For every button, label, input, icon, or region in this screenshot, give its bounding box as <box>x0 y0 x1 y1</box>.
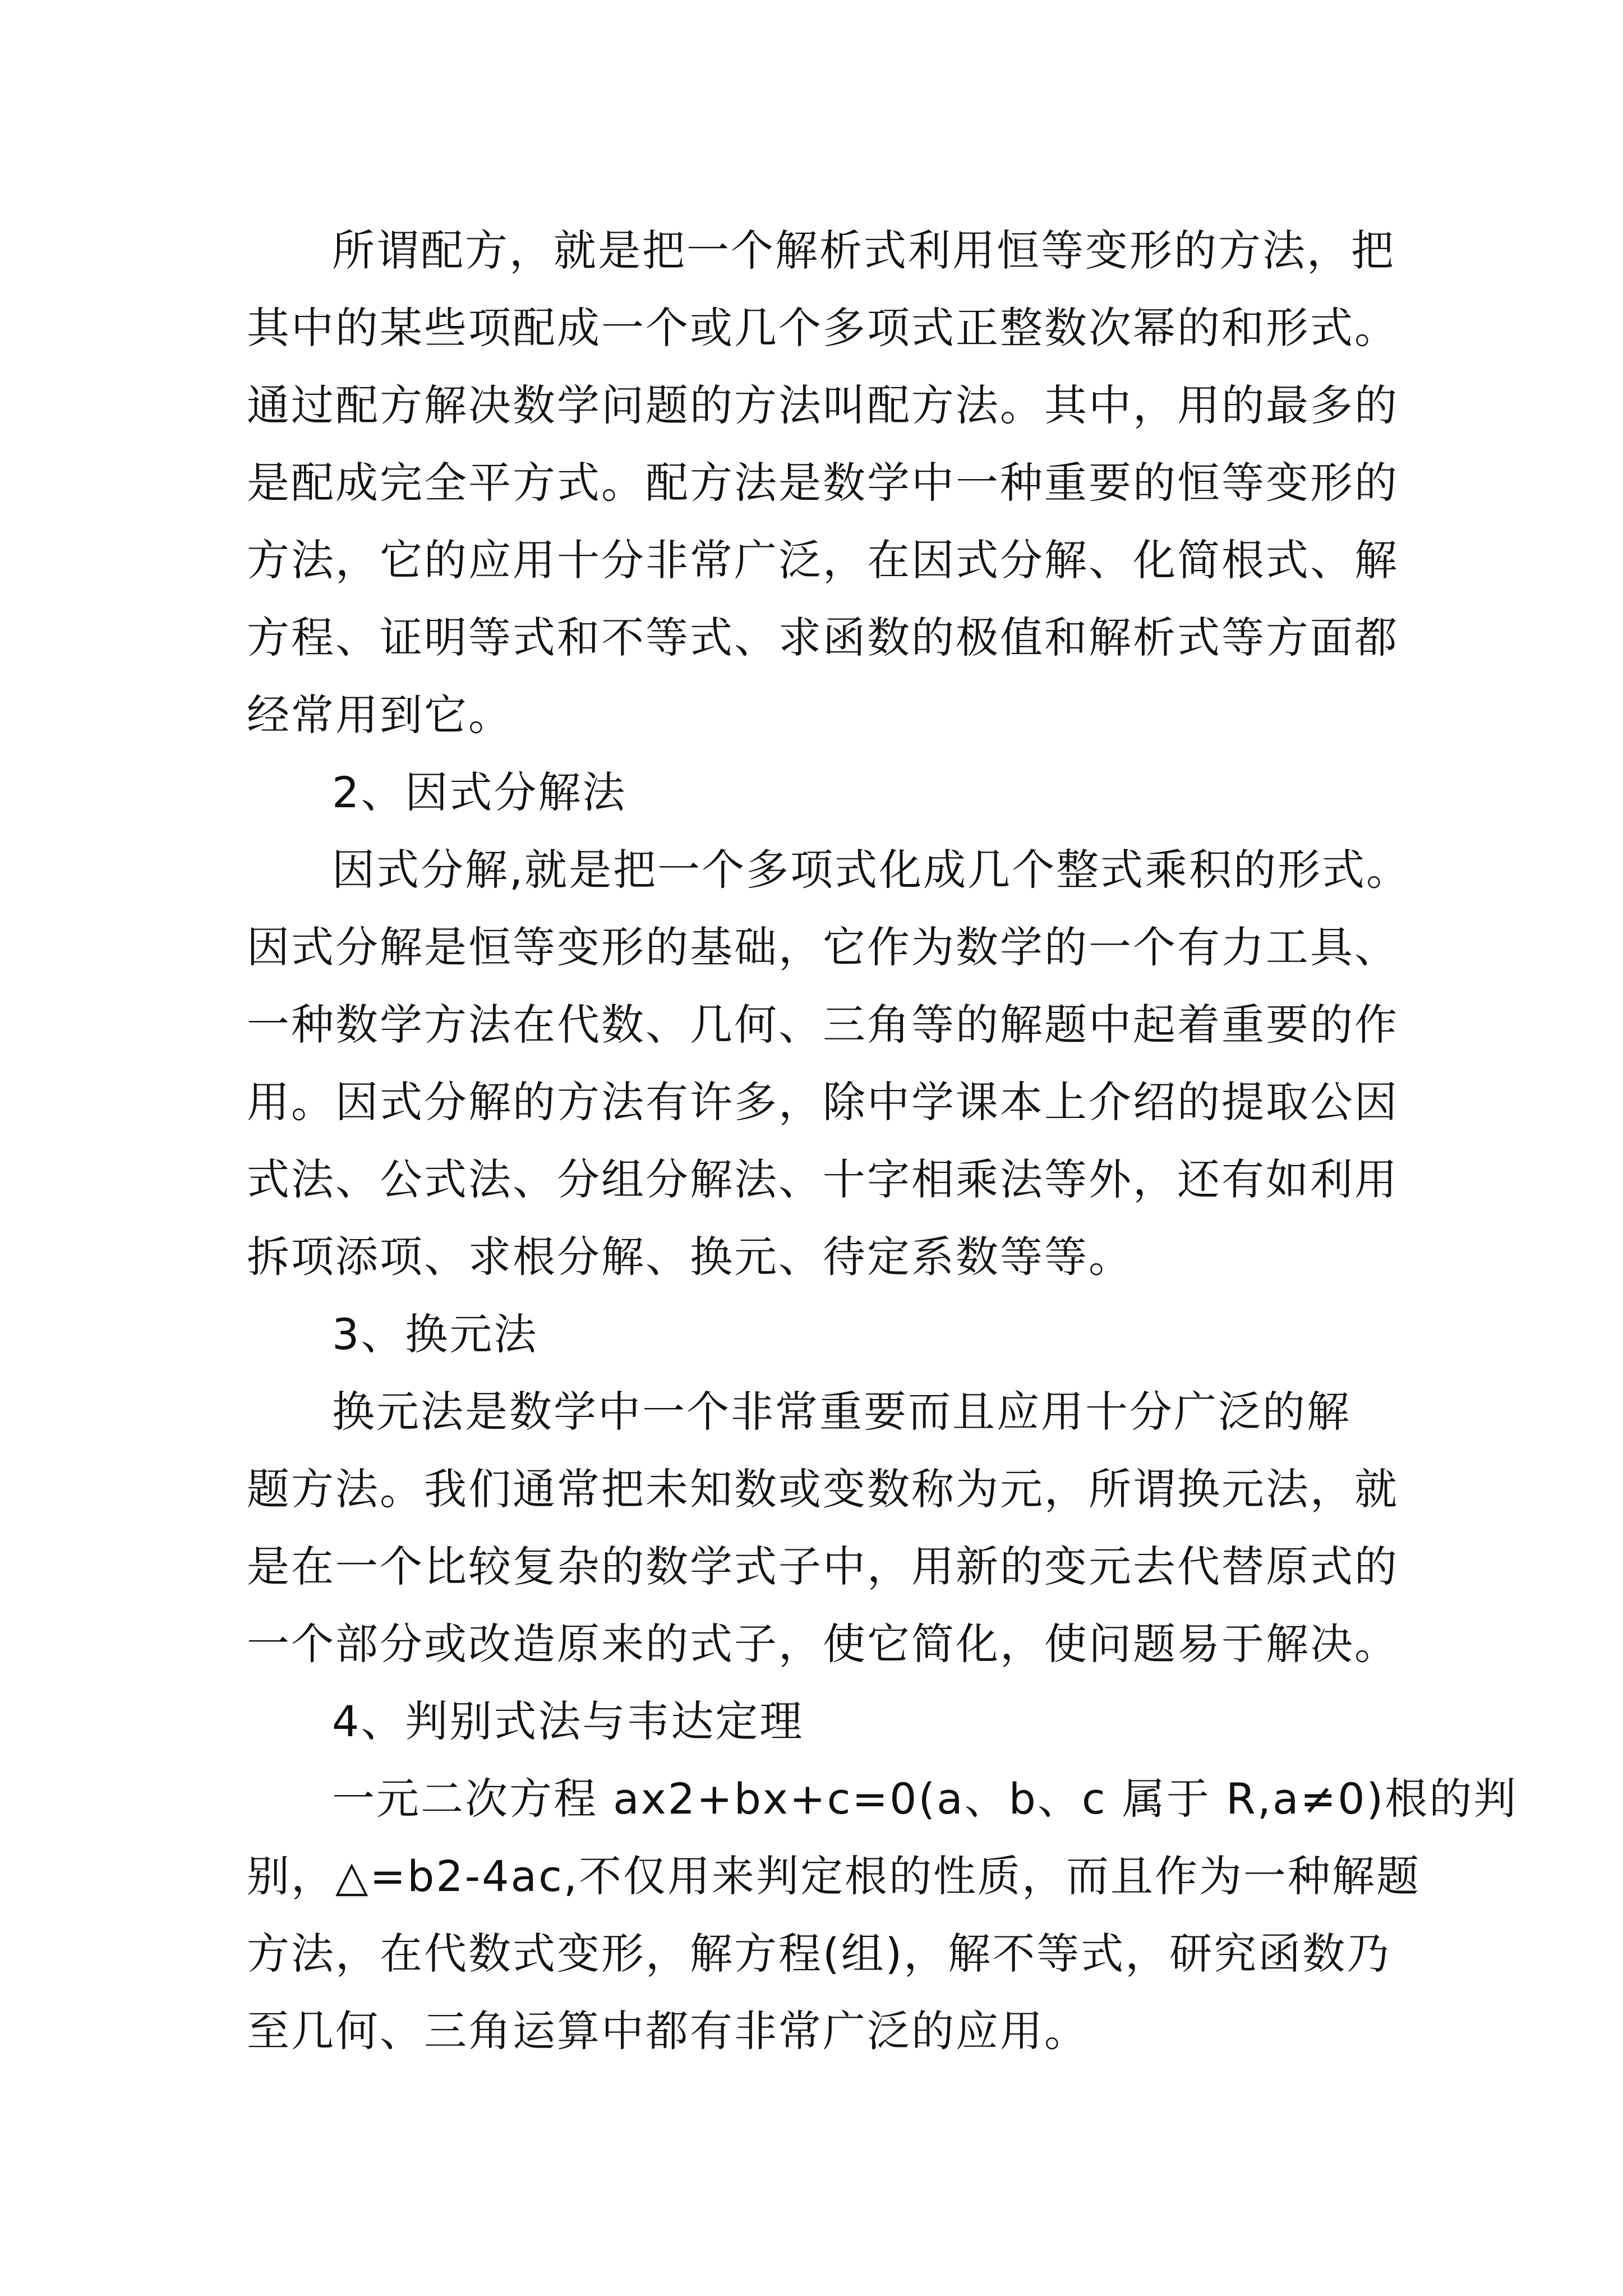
paragraph-line: 一元二次方程 ax2+bx+c=0(a、b、c 属于 R,a≠0)根的判 <box>332 1774 1518 1824</box>
paragraph-line: 换元法是数学中一个非常重要而且应用十分广泛的解 <box>332 1387 1351 1437</box>
paragraph-line: 一个部分或改造原来的式子，使它简化，使问题易于解决。 <box>247 1619 1399 1669</box>
paragraph-line: 式法、公式法、分组分解法、十字相乘法等外，还有如利用 <box>247 1154 1399 1204</box>
paragraph-line: 因式分解是恒等变形的基础，它作为数学的一个有力工具、 <box>247 922 1399 972</box>
paragraph-line: 题方法。我们通常把未知数或变数称为元，所谓换元法，就 <box>247 1464 1399 1514</box>
paragraph-line: 因式分解,就是把一个多项式化成几个整式乘积的形式。 <box>332 845 1411 895</box>
paragraph-line: 别，△=b2-4ac,不仅用来判定根的性质，而且作为一种解题 <box>247 1851 1421 1901</box>
section-heading: 2、因式分解法 <box>332 767 627 817</box>
section-heading: 3、换元法 <box>332 1309 538 1359</box>
paragraph-line: 所谓配方，就是把一个解析式利用恒等变形的方法，把 <box>332 226 1395 275</box>
paragraph-line: 拆项添项、求根分解、换元、待定系数等等。 <box>247 1232 1133 1282</box>
paragraph-line: 一种数学方法在代数、几何、三角等的解题中起着重要的作 <box>247 1000 1399 1050</box>
paragraph-line: 方法，在代数式变形，解方程(组)，解不等式，研究函数乃 <box>247 1929 1391 1978</box>
paragraph-line: 通过配方解决数学问题的方法叫配方法。其中，用的最多的 <box>247 380 1399 430</box>
paragraph-line: 其中的某些项配成一个或几个多项式正整数次幂的和形式。 <box>247 303 1399 353</box>
section-heading: 4、判别式法与韦达定理 <box>332 1696 804 1746</box>
paragraph-line: 经常用到它。 <box>247 690 513 740</box>
paragraph-line: 方程、证明等式和不等式、求函数的极值和解析式等方面都 <box>247 613 1399 662</box>
paragraph-line: 至几何、三角运算中都有非常广泛的应用。 <box>247 2006 1089 2056</box>
paragraph-line: 用。因式分解的方法有许多，除中学课本上介绍的提取公因 <box>247 1077 1399 1127</box>
paragraph-line: 是配成完全平方式。配方法是数学中一种重要的恒等变形的 <box>247 458 1399 508</box>
paragraph-line: 方法，它的应用十分非常广泛，在因式分解、化简根式、解 <box>247 535 1399 585</box>
paragraph-line: 是在一个比较复杂的数学式子中，用新的变元去代替原式的 <box>247 1542 1399 1591</box>
document-body <box>247 212 1518 2070</box>
